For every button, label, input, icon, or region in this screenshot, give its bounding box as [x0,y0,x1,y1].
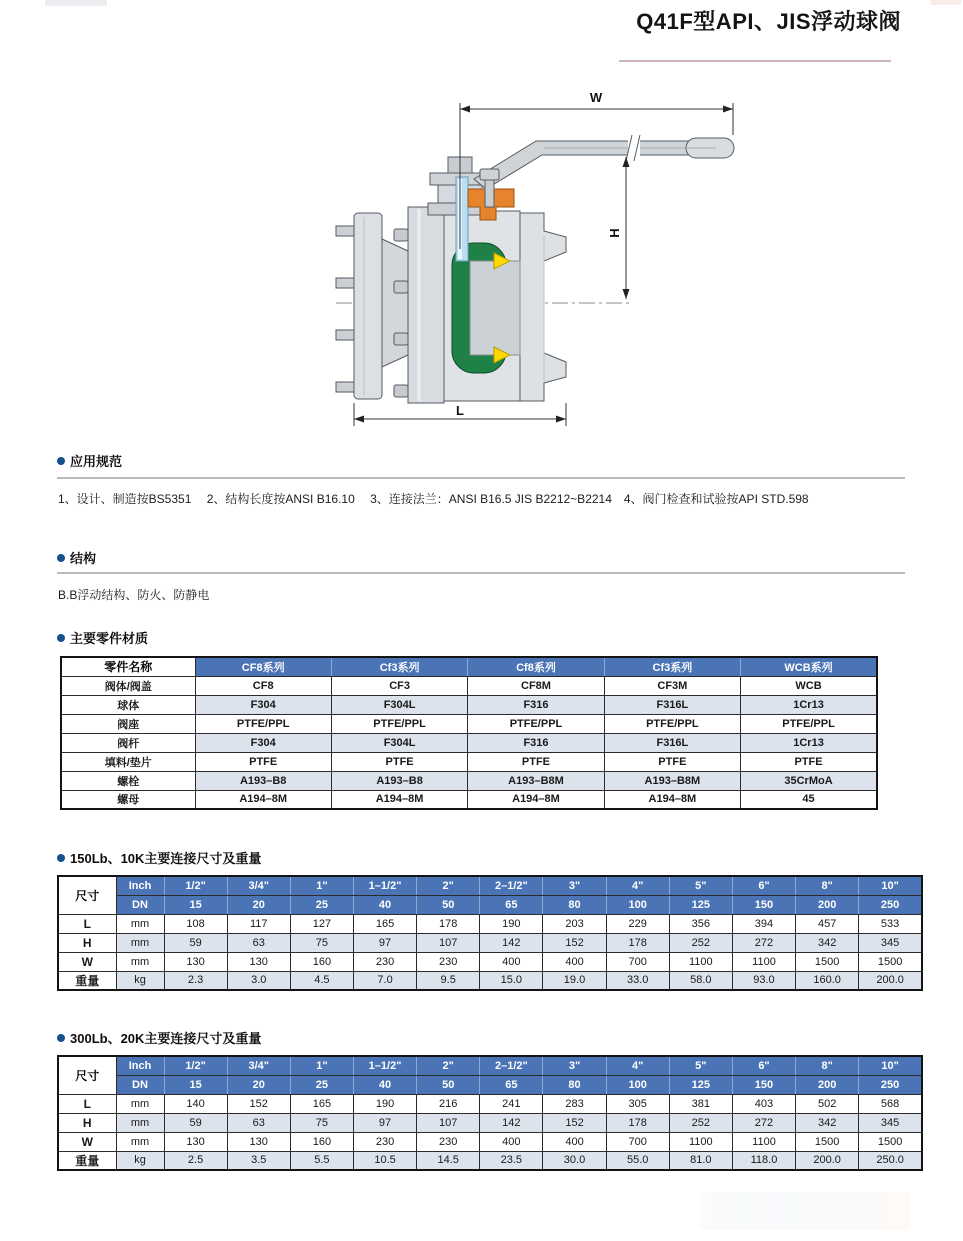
row-label-cell: 螺母 [61,790,195,809]
value-cell: 63 [227,933,290,952]
bracket-bolt [485,179,494,207]
value-cell: 81.0 [669,1151,732,1170]
value-cell: 152 [227,1094,290,1113]
value-cell: 1Cr13 [741,695,877,714]
value-cell: PTFE/PPL [741,714,877,733]
row-label-cell: L [58,914,116,933]
column-header-cell: DN [116,1075,164,1094]
value-cell: mm [116,1094,164,1113]
value-cell: mm [116,1132,164,1151]
value-cell: A194–8M [195,790,331,809]
table-row [61,714,877,733]
value-cell: 400 [480,952,543,971]
value-cell: A193–B8 [331,771,467,790]
value-cell: 33.0 [606,971,669,990]
value-cell: 4.5 [290,971,353,990]
column-header-cell: 200 [796,1075,859,1094]
column-header-cell: 150 [732,1075,795,1094]
value-cell: 142 [480,1113,543,1132]
value-cell: 178 [417,914,480,933]
value-cell: 200.0 [859,971,922,990]
row-label-cell: L [58,1094,116,1113]
value-cell: A193–B8 [195,771,331,790]
value-cell: 230 [417,952,480,971]
value-cell: F304L [331,733,467,752]
value-cell: 216 [417,1094,480,1113]
column-header-cell: 6" [732,1056,795,1075]
value-cell: 117 [227,914,290,933]
value-cell: 3.5 [227,1151,290,1170]
value-cell: 400 [543,1132,606,1151]
column-header-cell: Cf8系列 [468,657,604,676]
section-bullet-icon [57,1034,65,1042]
value-cell: A194–8M [468,790,604,809]
value-cell: CF8M [468,676,604,695]
column-header-cell: WCB系列 [741,657,877,676]
value-cell: A194–8M [331,790,467,809]
row-label-cell: 重量 [58,971,116,990]
dim-label-l: L [456,403,464,418]
value-cell: 568 [859,1094,922,1113]
section-heading-application [57,451,122,470]
handle-lever [474,135,734,189]
value-cell: 1100 [732,1132,795,1151]
value-cell: 15.0 [480,971,543,990]
value-cell: 108 [164,914,227,933]
value-cell: 283 [543,1094,606,1113]
value-cell: PTFE [195,752,331,771]
column-header-cell: 80 [543,1075,606,1094]
value-cell: 165 [353,914,416,933]
column-header-cell: 3/4" [227,876,290,895]
section-heading-label: 结构 [70,551,97,566]
table-row [61,771,877,790]
value-cell: 130 [227,1132,290,1151]
column-header-cell: 8" [796,1056,859,1075]
dim-table-300lb [57,1055,923,1171]
value-cell: 58.0 [669,971,732,990]
value-cell: 140 [164,1094,227,1113]
row-label-cell: 阀杆 [61,733,195,752]
value-cell: 403 [732,1094,795,1113]
row-label-cell: 球体 [61,695,195,714]
section-bullet-icon [57,634,65,642]
corner-cell: 尺寸 [58,1056,116,1094]
value-cell: 7.0 [353,971,416,990]
column-header-cell: 125 [669,1075,732,1094]
value-cell: 93.0 [732,971,795,990]
column-header-cell: Cf3系列 [331,657,467,676]
structure-body: B.B浮动结构、防火、防静电 [58,588,210,602]
value-cell: 160 [290,952,353,971]
value-cell: 356 [669,914,732,933]
table-row [58,914,922,933]
ball-bore [470,261,520,355]
value-cell: CF3 [331,676,467,695]
value-cell: 272 [732,1113,795,1132]
value-cell: 1Cr13 [741,733,877,752]
column-header-cell: 40 [353,895,416,914]
value-cell: 230 [353,952,416,971]
column-header-cell: 2" [417,1056,480,1075]
table-row [58,1132,922,1151]
column-header-cell: 25 [290,895,353,914]
column-header-cell: 250 [859,1075,922,1094]
valve-drawing-svg [328,85,748,435]
value-cell: mm [116,1113,164,1132]
section-rule [57,572,905,574]
column-header-cell: 50 [417,895,480,914]
value-cell: 30.0 [543,1151,606,1170]
title-underline [619,60,891,62]
value-cell: PTFE/PPL [604,714,740,733]
table-row [58,1094,922,1113]
value-cell: 272 [732,933,795,952]
value-cell: F304 [195,695,331,714]
corner-cell: 尺寸 [58,876,116,914]
value-cell: F316L [604,733,740,752]
value-cell: 700 [606,1132,669,1151]
value-cell: 118.0 [732,1151,795,1170]
value-cell: 342 [796,1113,859,1132]
value-cell: 190 [480,914,543,933]
section-heading-label: 主要零件材质 [70,631,149,646]
value-cell: PTFE/PPL [195,714,331,733]
value-cell: 400 [543,952,606,971]
column-header-cell: 10" [859,876,922,895]
footer-watermark [700,1192,910,1230]
column-header-cell: 6" [732,876,795,895]
dim-label-w: W [589,90,603,105]
section-heading-150lb [57,848,261,867]
section-bullet-icon [57,554,65,562]
valve-technical-drawing [328,85,748,435]
value-cell: 1500 [796,952,859,971]
value-cell: 2.5 [164,1151,227,1170]
value-cell: 252 [669,1113,732,1132]
row-label-cell: 填料/垫片 [61,752,195,771]
value-cell: 400 [480,1132,543,1151]
value-cell: 75 [290,933,353,952]
value-cell: 1100 [669,1132,732,1151]
row-label-cell: H [58,1113,116,1132]
value-cell: 55.0 [606,1151,669,1170]
column-header-cell: 150 [732,895,795,914]
column-header-cell: 2" [417,876,480,895]
value-cell: CF3M [604,676,740,695]
value-cell: 230 [417,1132,480,1151]
column-header-cell: 80 [543,895,606,914]
table-row [61,733,877,752]
page-title: Q41F型API、JIS浮动球阀 [636,9,901,34]
value-cell: A194–8M [604,790,740,809]
column-header-cell: 65 [480,1075,543,1094]
value-cell: 3.0 [227,971,290,990]
value-cell: F304 [195,733,331,752]
column-header-cell: 3/4" [227,1056,290,1075]
value-cell: kg [116,971,164,990]
value-cell: 142 [480,933,543,952]
value-cell: 10.5 [353,1151,416,1170]
value-cell: PTFE [741,752,877,771]
row-label-cell: 阀体/阀盖 [61,676,195,695]
value-cell: 130 [164,952,227,971]
column-header-cell: CF8系列 [195,657,331,676]
value-cell: 178 [606,933,669,952]
column-header-cell: Inch [116,876,164,895]
table-row [58,1151,922,1170]
table-row [61,695,877,714]
materials-header-row [61,657,877,676]
dim-table-150lb [57,875,923,991]
value-cell: 59 [164,933,227,952]
column-header-cell: 1/2" [164,1056,227,1075]
application-body: 1、设计、制造按BS5351 2、结构长度按ANSI B16.10 3、连接法兰：ANSI B16.5 JIS B2212~B2214 4、阀门检查和试验按API STD.598 [58,492,809,506]
value-cell: 200.0 [796,1151,859,1170]
value-cell: 1500 [859,1132,922,1151]
value-cell: PTFE/PPL [468,714,604,733]
row-label-cell: H [58,933,116,952]
column-header-cell: 4" [606,1056,669,1075]
table-row [58,952,922,971]
value-cell: 457 [796,914,859,933]
value-cell: A193–B8M [604,771,740,790]
table-header-row [58,895,922,914]
scan-artifact-top-right [931,0,961,5]
materials-table [60,656,878,810]
table-header-row [58,1056,922,1075]
value-cell: 107 [417,933,480,952]
value-cell: mm [116,933,164,952]
value-cell: 229 [606,914,669,933]
value-cell: 178 [606,1113,669,1132]
value-cell: kg [116,1151,164,1170]
value-cell: 250.0 [859,1151,922,1170]
column-header-cell: 3" [543,876,606,895]
column-header-cell: 25 [290,1075,353,1094]
column-header-cell: 100 [606,895,669,914]
value-cell: 165 [290,1094,353,1113]
column-header-cell: 200 [796,895,859,914]
value-cell: 230 [353,1132,416,1151]
value-cell: PTFE [604,752,740,771]
column-header-cell: 65 [480,895,543,914]
left-flange-bolts [336,226,354,392]
table-row [58,971,922,990]
value-cell: PTFE [331,752,467,771]
value-cell: mm [116,952,164,971]
value-cell: 130 [227,952,290,971]
column-header-cell: Cf3系列 [604,657,740,676]
value-cell: F304L [331,695,467,714]
section-heading-label: 应用规范 [70,454,123,469]
value-cell: 1100 [669,952,732,971]
value-cell: PTFE/PPL [331,714,467,733]
value-cell: 203 [543,914,606,933]
row-label-cell: 螺栓 [61,771,195,790]
column-header-cell: 1–1/2" [353,1056,416,1075]
value-cell: 1500 [796,1132,859,1151]
value-cell: 59 [164,1113,227,1132]
section-rule [57,477,905,479]
column-header-cell: 20 [227,1075,290,1094]
value-cell: F316 [468,695,604,714]
value-cell: F316 [468,733,604,752]
value-cell: CF8 [195,676,331,695]
value-cell: 160.0 [796,971,859,990]
value-cell: 23.5 [480,1151,543,1170]
value-cell: 45 [741,790,877,809]
value-cell: 160 [290,1132,353,1151]
column-header-cell: 3" [543,1056,606,1075]
column-header-cell: 2–1/2" [480,876,543,895]
value-cell: 190 [353,1094,416,1113]
companion-flange [408,207,444,403]
column-header-cell: 1–1/2" [353,876,416,895]
column-header-cell: 1/2" [164,876,227,895]
table-row [58,933,922,952]
value-cell: 5.5 [290,1151,353,1170]
column-header-cell: 100 [606,1075,669,1094]
column-header-cell: 1" [290,1056,353,1075]
column-header-cell: 15 [164,895,227,914]
column-header-cell: 8" [796,876,859,895]
column-header-cell: 2–1/2" [480,1056,543,1075]
value-cell: A193–B8M [468,771,604,790]
value-cell: 305 [606,1094,669,1113]
table-row [61,790,877,809]
value-cell: 9.5 [417,971,480,990]
value-cell: 19.0 [543,971,606,990]
value-cell: 14.5 [417,1151,480,1170]
row-label-cell: W [58,952,116,971]
left-flange-disc [354,213,382,399]
value-cell: 241 [480,1094,543,1113]
section-heading-label: 300Lb、20K主要连接尺寸及重量 [70,1031,262,1046]
column-header-cell: 5" [669,1056,732,1075]
value-cell: 63 [227,1113,290,1132]
value-cell: 152 [543,933,606,952]
right-flange [520,213,566,401]
value-cell: 75 [290,1113,353,1132]
value-cell: 381 [669,1094,732,1113]
value-cell: 2.3 [164,971,227,990]
column-header-cell: 50 [417,1075,480,1094]
value-cell: 533 [859,914,922,933]
value-cell: F316L [604,695,740,714]
column-header-cell: 125 [669,895,732,914]
column-header-cell: 10" [859,1056,922,1075]
value-cell: 345 [859,1113,922,1132]
column-header-cell: 1" [290,876,353,895]
column-header-cell: 4" [606,876,669,895]
section-bullet-icon [57,457,65,465]
value-cell: 342 [796,933,859,952]
value-cell: mm [116,914,164,933]
section-heading-300lb [57,1028,261,1047]
value-cell: 502 [796,1094,859,1113]
table-header-row [58,1075,922,1094]
value-cell: 130 [164,1132,227,1151]
column-header-cell: 40 [353,1075,416,1094]
section-heading-structure [57,548,96,567]
value-cell: 152 [543,1113,606,1132]
value-cell: 107 [417,1113,480,1132]
column-header-cell: 15 [164,1075,227,1094]
column-header-cell: Inch [116,1056,164,1075]
value-cell: 35CrMoA [741,771,877,790]
value-cell: 700 [606,952,669,971]
row-label-cell: 重量 [58,1151,116,1170]
column-header-cell: 20 [227,895,290,914]
value-cell: 97 [353,1113,416,1132]
flange-hub [382,239,408,367]
value-cell: 345 [859,933,922,952]
value-cell: PTFE [468,752,604,771]
table-row [61,752,877,771]
table-row [61,676,877,695]
dim-label-h: H [607,228,622,238]
scan-artifact-top-left [45,0,107,6]
value-cell: 1500 [859,952,922,971]
row-label-cell: 阀座 [61,714,195,733]
section-bullet-icon [57,854,65,862]
section-heading-label: 150Lb、10K主要连接尺寸及重量 [70,851,262,866]
value-cell: 97 [353,933,416,952]
value-cell: 127 [290,914,353,933]
column-header-cell: 零件名称 [61,657,195,676]
table-header-row [58,876,922,895]
section-heading-materials [57,628,148,647]
column-header-cell: 5" [669,876,732,895]
value-cell: 1100 [732,952,795,971]
table-row [58,1113,922,1132]
value-cell: 394 [732,914,795,933]
row-label-cell: W [58,1132,116,1151]
column-header-cell: DN [116,895,164,914]
column-header-cell: 250 [859,895,922,914]
value-cell: WCB [741,676,877,695]
value-cell: 252 [669,933,732,952]
